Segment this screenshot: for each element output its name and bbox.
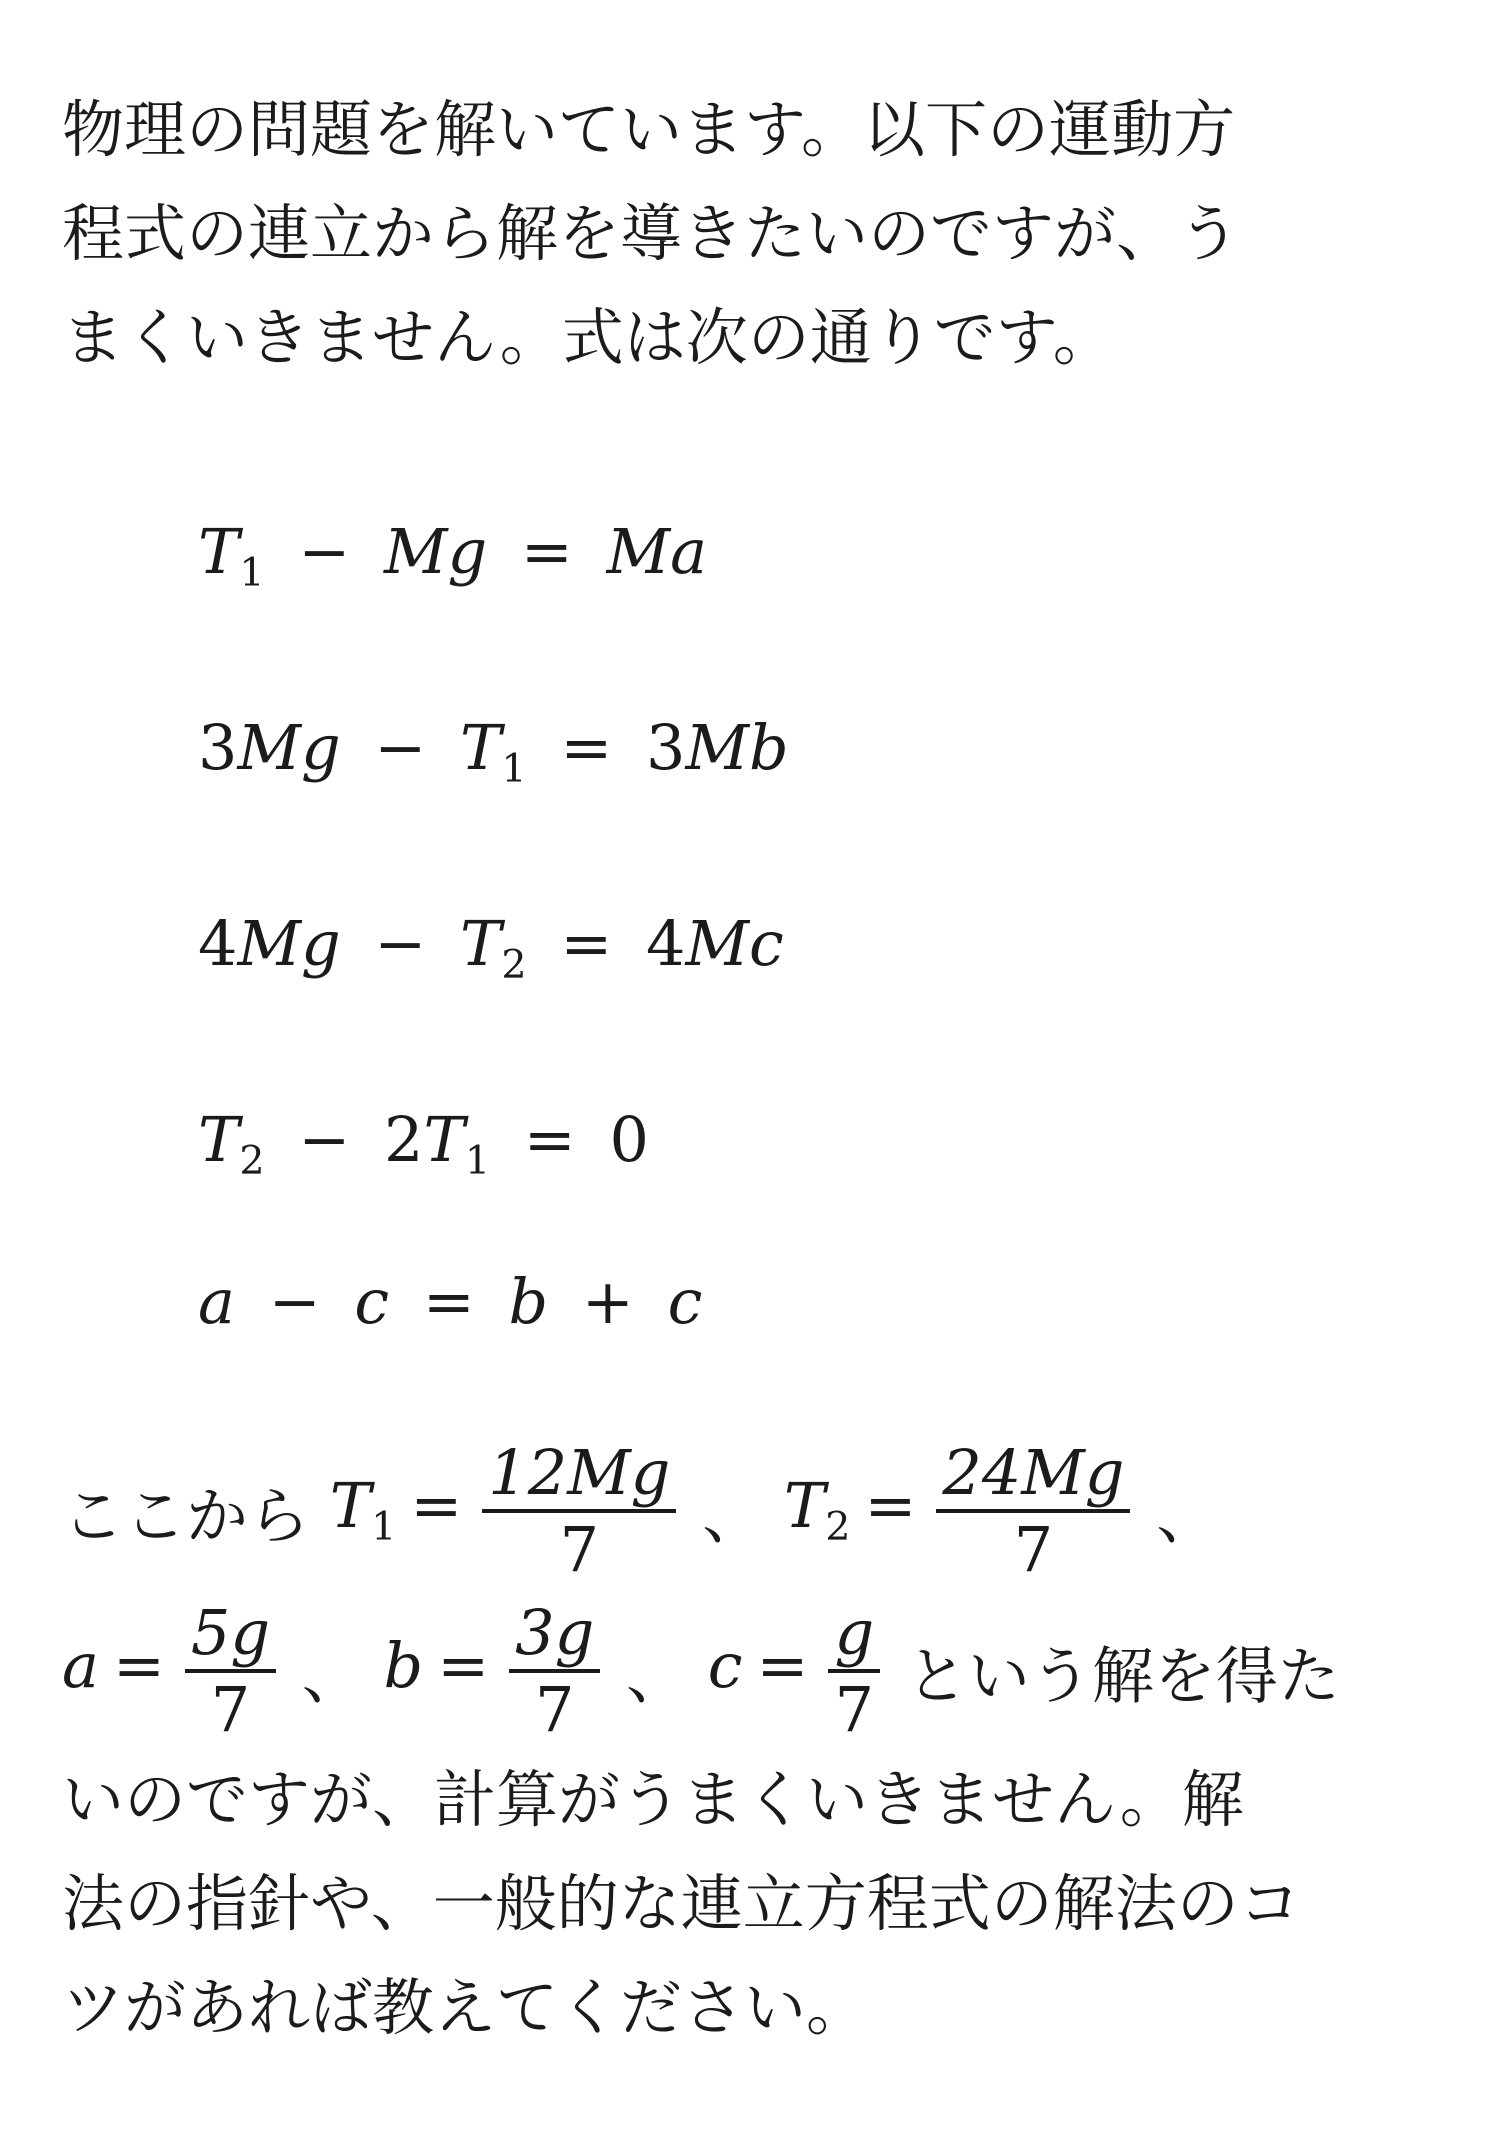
- a-fraction: $\frac{5g}{7}$: [185, 1600, 276, 1742]
- intro-line-3: まくいきません。式は次の通りです。: [62, 301, 1115, 374]
- equation-5: a − c = b + c: [198, 1265, 703, 1338]
- intro-line-1: 物理の問題を解いています。以下の運動方: [62, 93, 1236, 166]
- solution-line-2: a = $\frac{5g}{7}$ 、 b = $\frac{3g}{7}$ 、 c = $\frac{g}{7}$ という解を得た: [62, 1596, 1340, 1747]
- closing-line-2: 法の指針や、一般的な連立方程式の解法のコ: [62, 1867, 1301, 1940]
- a-solution: a = $\frac{5g}{7}$: [62, 1629, 302, 1702]
- b-fraction: $\frac{3g}{7}$: [509, 1600, 600, 1742]
- closing-line-1: いのですが、計算がうまくいきません。解: [62, 1763, 1244, 1836]
- intro-paragraph: [62, 78, 1442, 390]
- equation-2: $3Mg - T_1 = 3Mb$: [198, 711, 789, 792]
- t1-fraction: $\frac{12Mg}{7}$: [482, 1440, 676, 1582]
- t1-solution: $T_1$ = $\frac{12Mg}{7}$: [330, 1469, 702, 1542]
- equation-4: $T_2 - 2T_1 = 0$: [198, 1103, 649, 1184]
- b-solution: b = $\frac{3g}{7}$: [384, 1629, 627, 1702]
- t2-solution: $T_2$ = $\frac{24Mg}{7}$: [784, 1469, 1156, 1542]
- c-fraction: $\frac{g}{7}$: [828, 1600, 880, 1742]
- equation-1: $T_1 - Mg = Ma$: [198, 515, 708, 596]
- closing-line-3: ツがあれば教えてください。: [62, 1971, 869, 2044]
- closing-paragraph: [62, 1748, 1442, 2060]
- intro-line-2: 程式の連立から解を導きたいのですが、う: [62, 197, 1241, 270]
- c-solution: c = $\frac{g}{7}$: [708, 1629, 906, 1702]
- solution-line-1: ここから $T_1$ = $\frac{12Mg}{7}$ 、 $T_2$ = $\frac{24Mg}{7}$ 、: [62, 1436, 1219, 1587]
- t2-fraction: $\frac{24Mg}{7}$: [936, 1440, 1130, 1582]
- equation-3: $4Mg - T_2 = 4Mc$: [198, 907, 784, 988]
